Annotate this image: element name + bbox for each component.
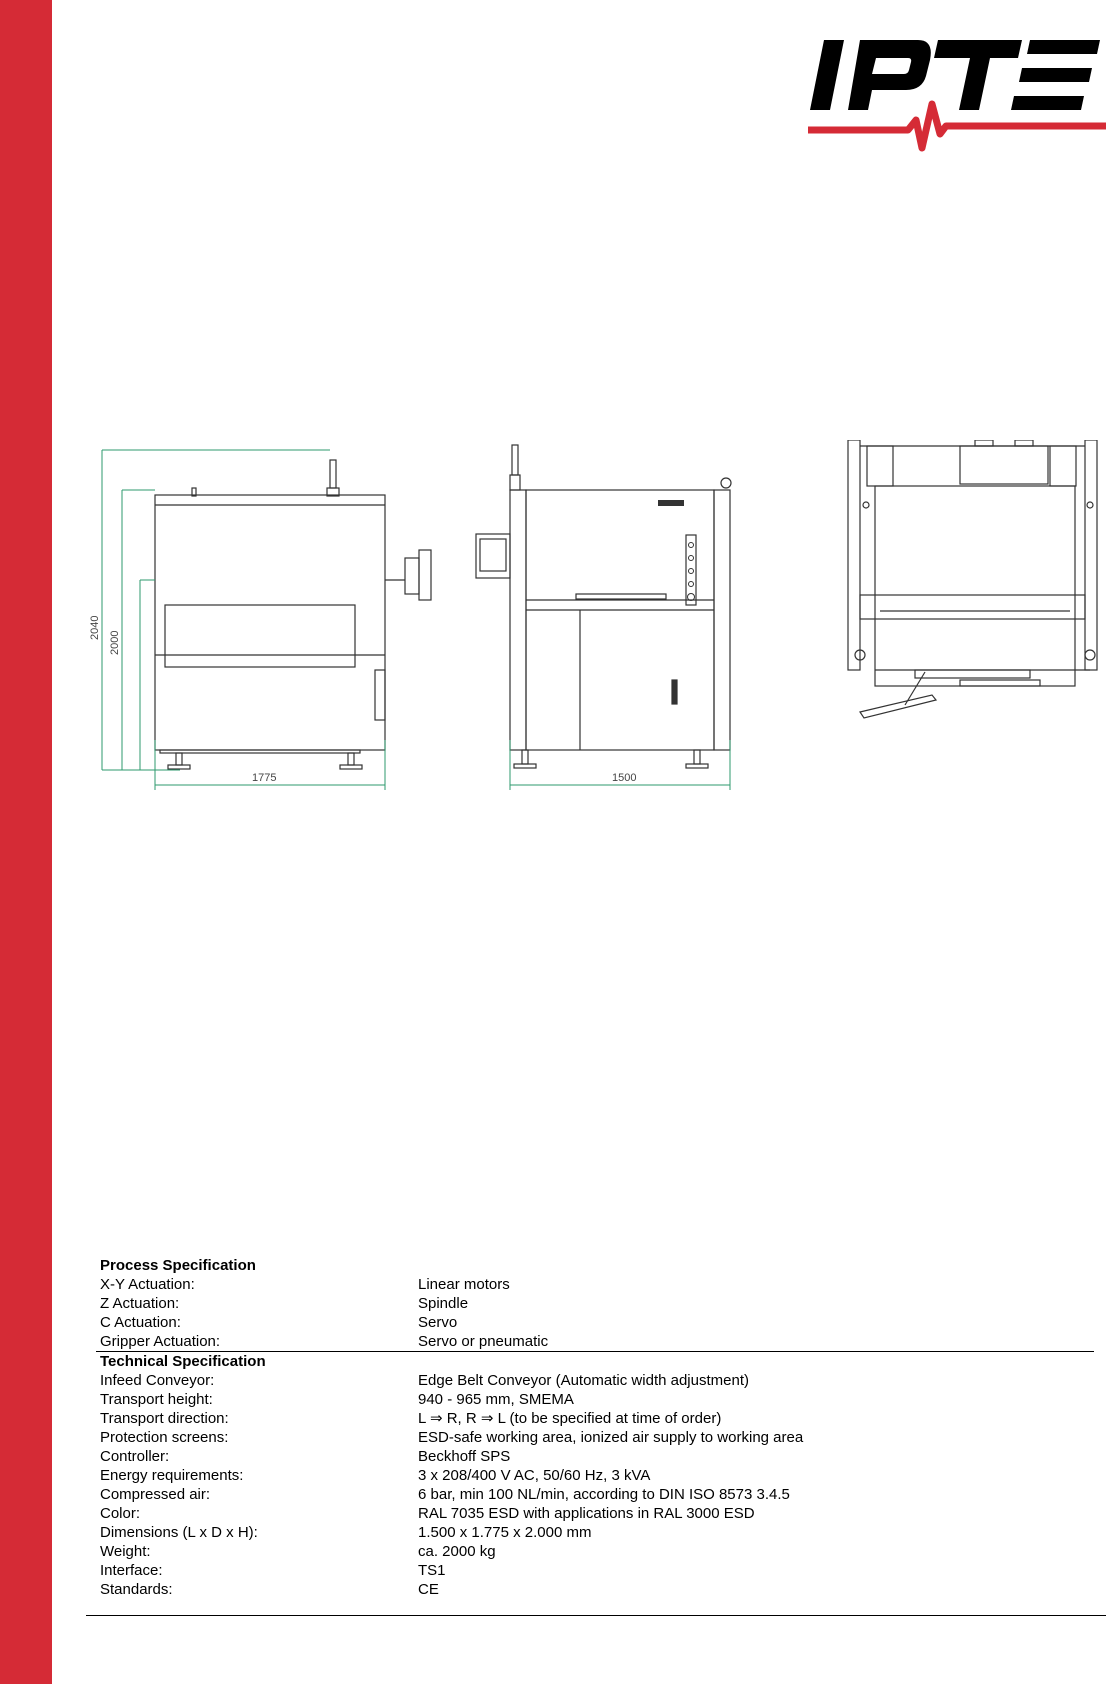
front-view-brand-plate bbox=[658, 500, 684, 506]
spec-row bbox=[96, 1466, 1094, 1485]
spec-value: 940 - 965 mm, SMEMA bbox=[418, 1391, 574, 1408]
technical-spec-heading-label: Technical Specification bbox=[96, 1352, 1094, 1372]
top-view-drawing bbox=[848, 440, 1097, 718]
spec-table bbox=[96, 1256, 1094, 1599]
spec-row bbox=[96, 1332, 1094, 1352]
spec-row bbox=[96, 1542, 1094, 1561]
spec-value: Servo or pneumatic bbox=[418, 1333, 549, 1350]
spec-key: Protection screens: bbox=[100, 1429, 229, 1446]
technical-spec-heading bbox=[96, 1352, 1094, 1372]
spec-key: Standards: bbox=[100, 1581, 173, 1598]
spec-value: Beckhoff SPS bbox=[418, 1448, 511, 1465]
spec-key: Color: bbox=[100, 1505, 141, 1522]
spec-row bbox=[96, 1504, 1094, 1523]
spec-key: Infeed Conveyor: bbox=[100, 1372, 215, 1389]
brand-side-bar bbox=[0, 0, 52, 1684]
spec-row bbox=[96, 1294, 1094, 1313]
spec-value: Spindle bbox=[418, 1295, 469, 1312]
spec-row bbox=[96, 1313, 1094, 1332]
process-spec-heading-label: Process Specification bbox=[100, 1257, 256, 1274]
spec-value: ca. 2000 kg bbox=[418, 1543, 496, 1560]
spec-value: L ⇒ R, R ⇒ L (to be specified at time of order) bbox=[418, 1410, 722, 1427]
spec-row bbox=[96, 1409, 1094, 1428]
spec-value: RAL 7035 ESD with applications in RAL 3000 ESD bbox=[418, 1505, 755, 1522]
spec-key: Interface: bbox=[100, 1562, 163, 1579]
spec-row bbox=[96, 1561, 1094, 1580]
spec-value: TS1 bbox=[418, 1562, 446, 1579]
side-view-drawing bbox=[155, 460, 431, 769]
spec-key: Controller: bbox=[100, 1448, 170, 1465]
spec-row bbox=[96, 1523, 1094, 1542]
spec-row bbox=[96, 1485, 1094, 1504]
spec-key: Energy requirements: bbox=[100, 1467, 244, 1484]
spec-key: Weight: bbox=[100, 1543, 151, 1560]
spec-key: Transport height: bbox=[100, 1391, 213, 1408]
dim-overall-height: 2040 bbox=[89, 615, 101, 640]
spec-value: 6 bar, min 100 NL/min, according to DIN ISO 8573 3.4.5 bbox=[418, 1486, 790, 1503]
heartbeat-line bbox=[808, 104, 1106, 148]
spec-key: Gripper Actuation: bbox=[100, 1333, 221, 1350]
dim-width: 1500 bbox=[612, 772, 637, 784]
spec-value: CE bbox=[418, 1581, 439, 1598]
front-view-buttons bbox=[688, 543, 695, 601]
spec-row bbox=[96, 1371, 1094, 1390]
dim-body-height: 2000 bbox=[109, 630, 121, 655]
footer-rule bbox=[86, 1615, 1106, 1616]
spec-value: Linear motors bbox=[418, 1276, 510, 1293]
spec-value: ESD-safe working area, ionized air supply to working area bbox=[418, 1429, 804, 1446]
spec-value: Edge Belt Conveyor (Automatic width adjustment) bbox=[418, 1372, 749, 1389]
dim-length: 1775 bbox=[252, 772, 277, 784]
spec-key: Transport direction: bbox=[100, 1410, 229, 1427]
spec-key: C Actuation: bbox=[100, 1314, 181, 1331]
side-view-dimensions bbox=[102, 450, 385, 790]
spec-value: 3 x 208/400 V AC, 50/60 Hz, 3 kVA bbox=[418, 1467, 651, 1484]
ipte-logo bbox=[808, 30, 1106, 160]
front-view-drawing bbox=[476, 445, 731, 768]
spec-row bbox=[96, 1275, 1094, 1294]
process-spec-heading bbox=[96, 1256, 1094, 1275]
spec-key: Dimensions (L x D x H): bbox=[100, 1524, 258, 1541]
machine-drawings bbox=[80, 440, 1106, 800]
spec-row bbox=[96, 1428, 1094, 1447]
spec-key: Z Actuation: bbox=[100, 1295, 180, 1312]
spec-key: Compressed air: bbox=[100, 1486, 211, 1503]
spec-key: X-Y Actuation: bbox=[100, 1276, 195, 1293]
spec-value: Servo bbox=[418, 1314, 458, 1331]
spec-row bbox=[96, 1580, 1094, 1599]
spec-value: 1.500 x 1.775 x 2.000 mm bbox=[418, 1524, 592, 1541]
spec-row bbox=[96, 1390, 1094, 1409]
spec-row bbox=[96, 1447, 1094, 1466]
